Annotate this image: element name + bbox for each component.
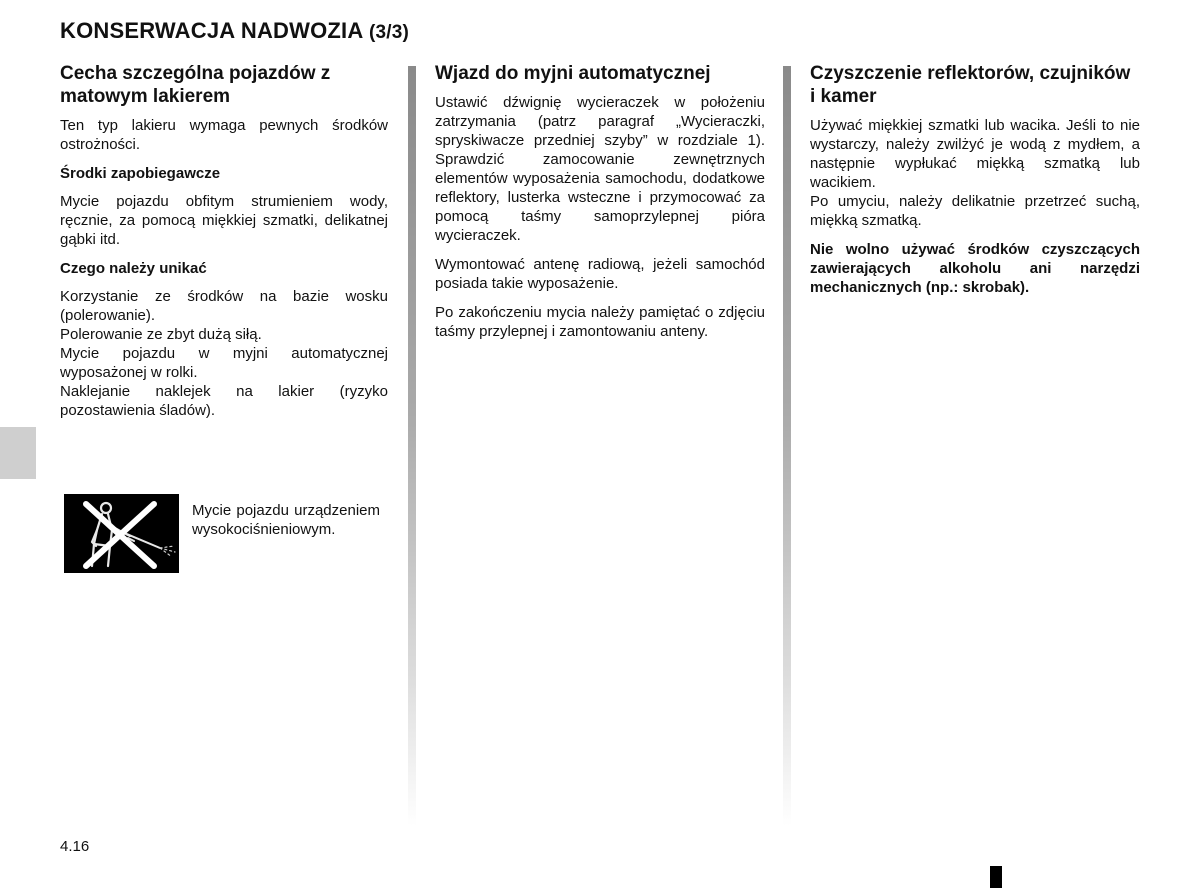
avoid-list <box>60 287 388 420</box>
page-title-text: KONSERWACJA NADWOZIA <box>60 18 363 43</box>
column-car-wash <box>435 62 765 351</box>
paragraph: Wymontować antenę radiową, jeżeli samochód posiada takie wyposażenie. <box>435 256 765 292</box>
column-headlight-cleaning <box>810 62 1140 307</box>
paragraph: Ustawić dźwignię wycieraczek w położeniu zatrzymania (patrz paragraf „Wycieraczki, spryskiwacze przedniej szyby” w rozdziale 1). Sprawdzić zamocowanie zewnętrznych elementów wyposażenia samochodu, dodatkowe reflektory, lusterka wsteczne i przymocować za pomocą taśmy samoprzylepnej pióra wycieraczek. <box>435 94 765 244</box>
pictogram-caption: Mycie pojazdu urządzeniem wysokociśnieniowym. <box>192 502 380 538</box>
list-item: Polerowanie ze zbyt dużą siłą. <box>60 326 262 343</box>
page-marker <box>990 866 1002 888</box>
section-heading: Czyszczenie reflektorów, czujników i kamer <box>810 63 1131 107</box>
list-item: Naklejanie naklejek na lakier (ryzyko pozostawienia śladów). <box>60 383 388 419</box>
page-title <box>60 18 409 44</box>
no-high-pressure-washer-icon <box>64 494 179 573</box>
paragraph: Mycie pojazdu obfitym strumieniem wody, ręcznie, za pomocą miękkiej szmatki, delikatnej gąbki itd. <box>60 193 388 248</box>
paragraph: Używać miękkiej szmatki lub wacika. Jeśli to nie wystarczy, należy zwilżyć je wodą z mydłem, a następnie wypłukać miękką szmatką lub wacikiem. <box>810 117 1140 191</box>
subheading: Środki zapobiegawcze <box>60 165 221 182</box>
paragraph: Po umyciu, należy delikatnie przetrzeć suchą, miękką szmatką. <box>810 193 1140 229</box>
section-heading: Cecha szczególna pojazdów z matowym lakierem <box>60 63 331 107</box>
warning-text: Nie wolno używać środków czyszczących zawierających alkoholu ani narzędzi mechanicznych (np.: skrobak). <box>810 241 1140 296</box>
paragraph: Po zakończeniu mycia należy pamiętać o zdjęciu taśmy przylepnej i zamontowaniu anteny. <box>435 304 765 340</box>
page-number: 4.16 <box>60 838 90 855</box>
list-item: Mycie pojazdu w myjni automatycznej wyposażonej w rolki. <box>60 345 388 381</box>
list-item: Korzystanie ze środków na bazie wosku (polerowanie). <box>60 288 388 324</box>
page-title-part: (3/3) <box>368 22 410 43</box>
column-matte-paint <box>60 62 388 420</box>
column-divider <box>408 66 416 826</box>
section-heading: Wjazd do myjni automatycznej <box>435 63 711 84</box>
subheading: Czego należy unikać <box>60 260 207 277</box>
chapter-tab <box>0 427 36 479</box>
paragraph: Ten typ lakieru wymaga pewnych środków ostrożności. <box>60 117 388 153</box>
column-divider <box>783 66 791 826</box>
